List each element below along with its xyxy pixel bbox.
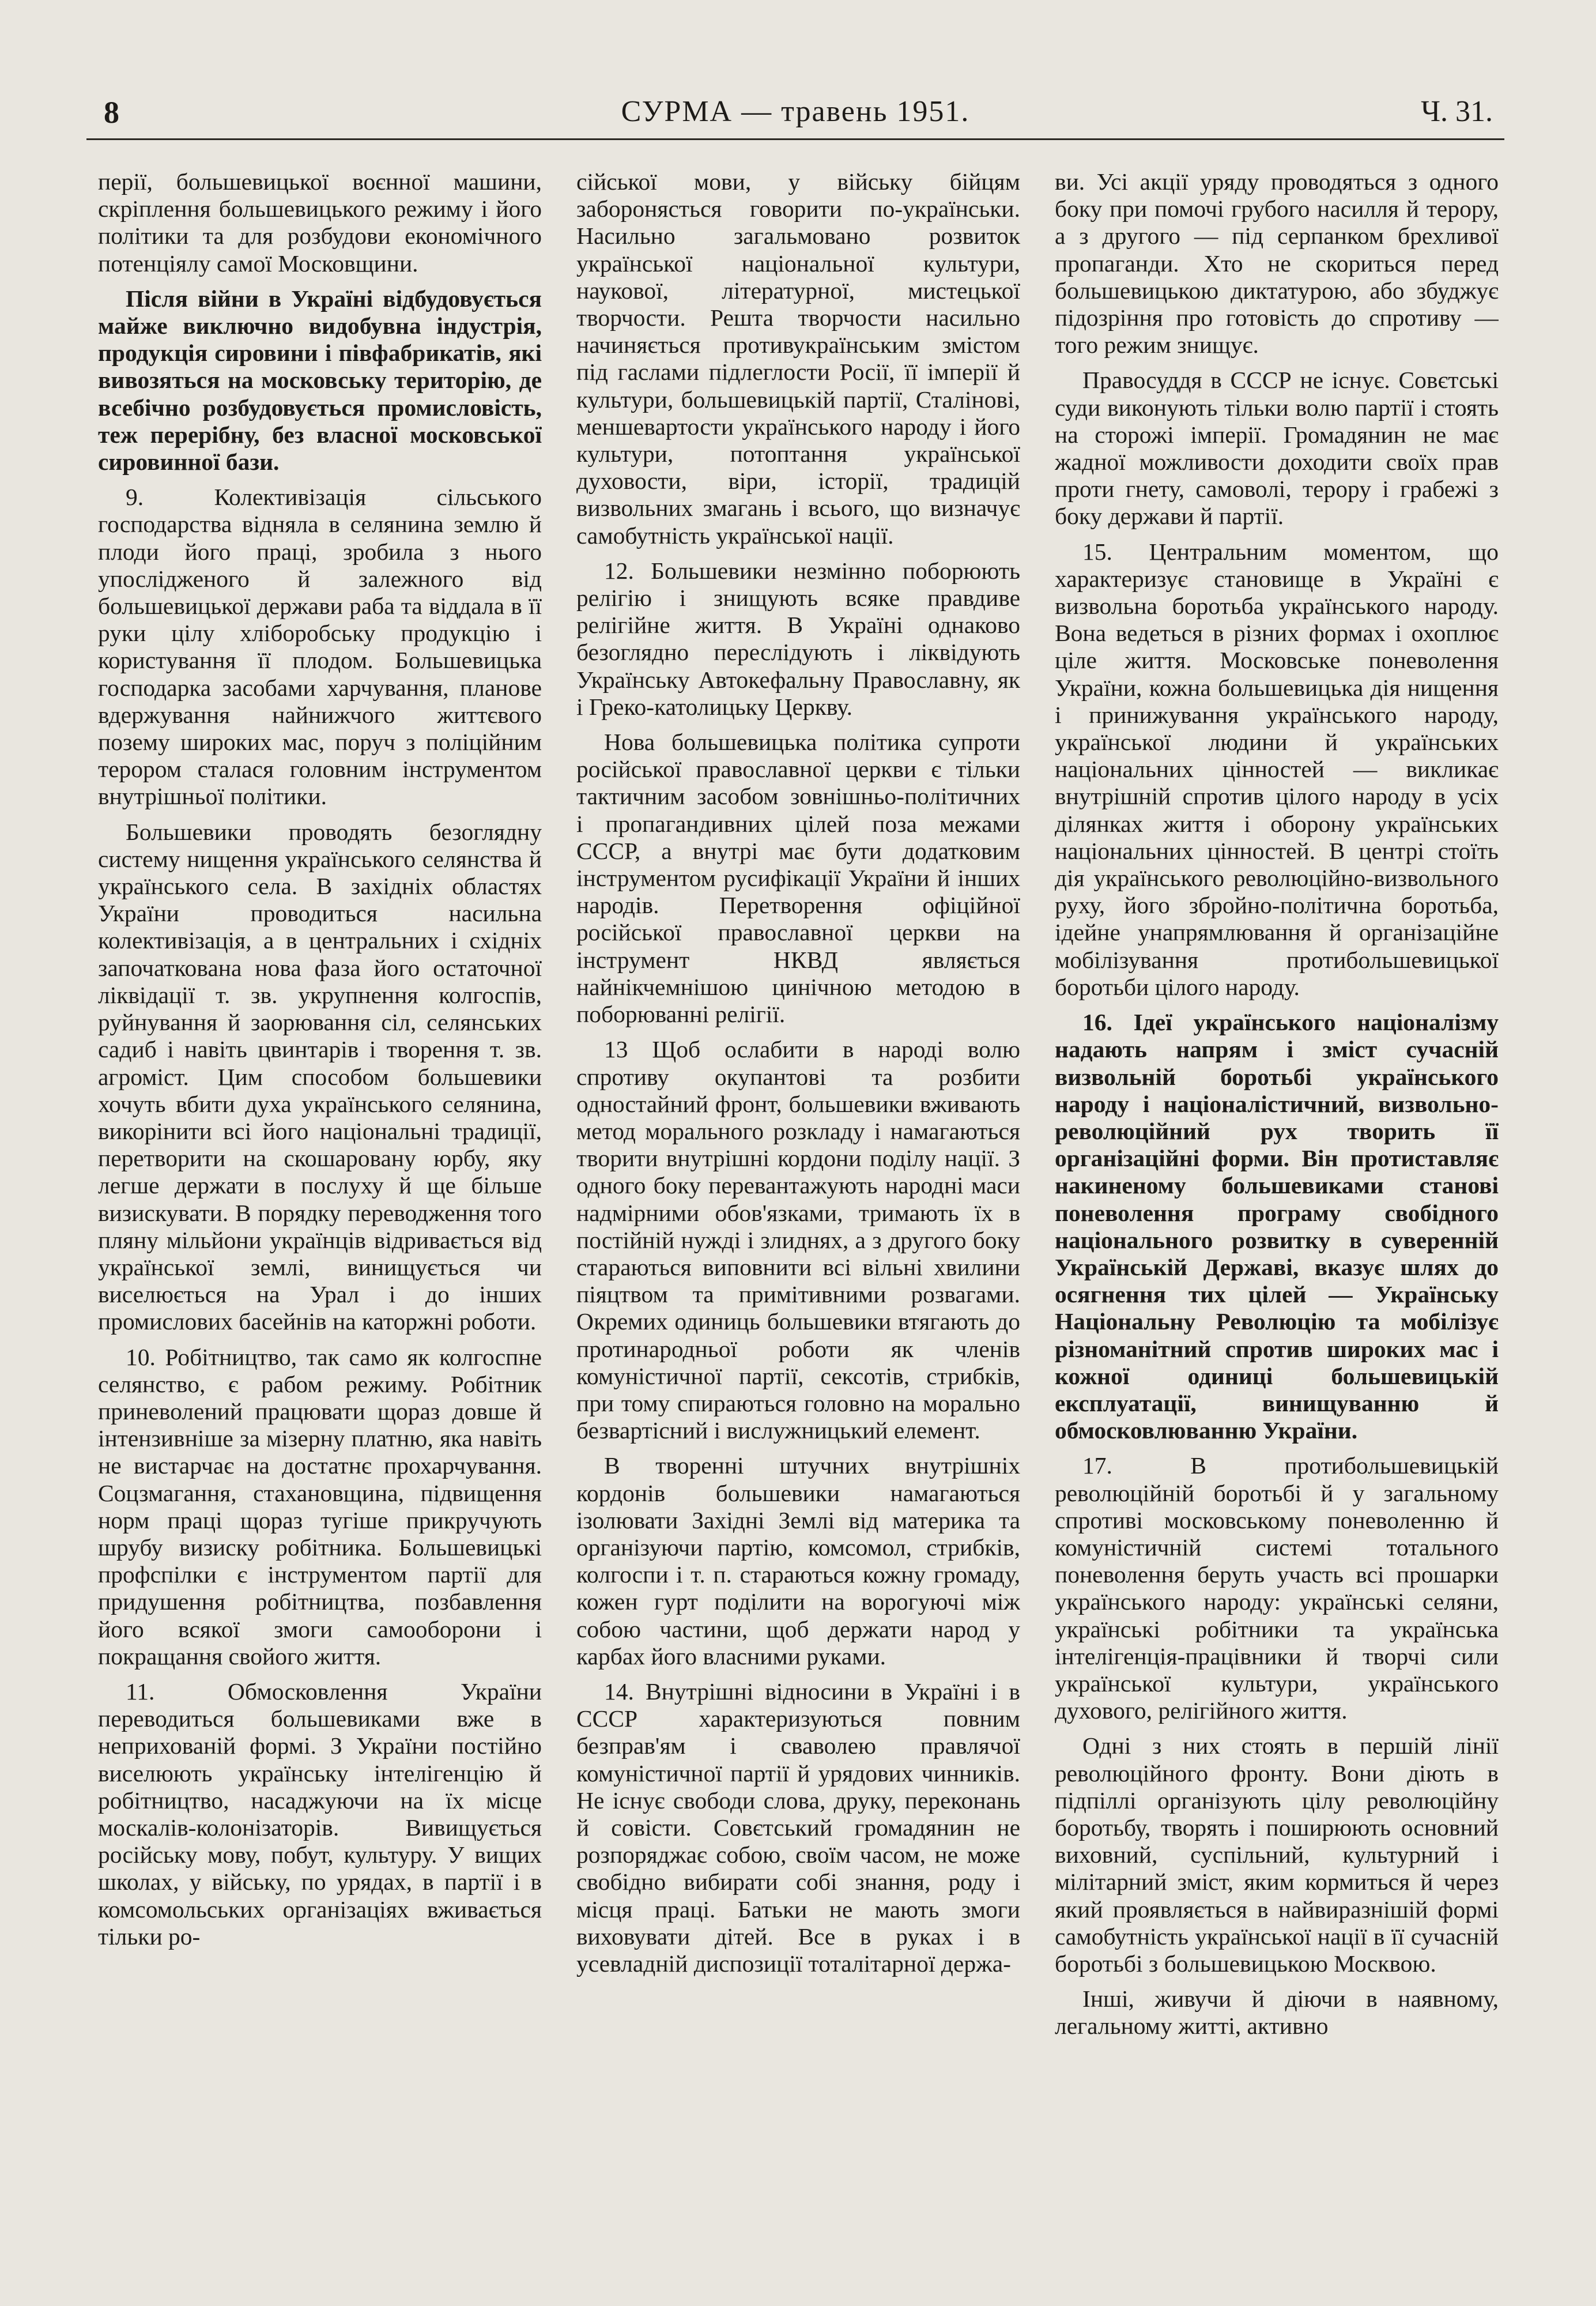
header-rule	[86, 138, 1504, 140]
column-1	[98, 168, 542, 2267]
paragraph: 17. В протибольшевицькій революційній боротьбі й у загальному спротиві московському поневоленню й комуністичній системі тотального поневолення беруть участь всі прошарки українського народу: українські селяни, українські робітники та українська інтелігенція-працівники й творчі сили української культури, українського духового, релігійного життя.	[1055, 1452, 1499, 1724]
paragraph: 13 Щоб ослабити в народі волю спротиву окупантові та розбити одностайний фронт, большевики вживають метод морального розкладу і намагаються творити внутрішні кордони поділу нації. З одного боку перевантажують народні маси надмірними обов'язками, тримають їх в постійній нужді і злиднях, а з другого боку стараються виповнити всі вільні хвилини піяцтвом та примітивними розвагами. Окремих одиниць большевики втягають до протинародньої роботи як членів комуністичної партії, сексотів, стрибків, при тому спираються головно на морально безвартісний і вислужницький елемент.	[576, 1036, 1020, 1444]
paragraph: Правосуддя в СССР не існує. Совєтські суди виконують тільки волю партії і стоять на сторожі імперії. Громадянин не має жадної можливости доходити своїх прав проти гнету, самоволі, терору і грабежі з боку держави й партії.	[1055, 367, 1499, 530]
paragraph: ви. Усі акції уряду проводяться з одного боку при помочі грубого насилля й терору, а з другого — під серпанком брехливої пропаганди. Хто не скориться перед большевицькою диктатурою, або збуджує підозріння про готовість до спротиву — того режим знищує.	[1055, 168, 1499, 359]
paragraph: 9. Колективізація сільського господарства відняла в селянина землю й плоди його праці, зробила з нього упослідженого й залежного від большевицької держави раба та віддала в її руки цілу хліборобську продукцію і користування її плодом. Большевицька господарка засобами харчування, планове вдержування найнижчого життєвого позему широких мас, поруч з поліційним терором сталася головним інструментом внутрішньої політики.	[98, 484, 542, 810]
paragraph: Нова большевицька політика супроти російської православної церкви є тільки тактичним засобом зовнішньо-політичних і пропагандивних цілей поза межами СССР, а внутрі має бути додатковим інструментом русифікації України й інших народів. Перетворення офіційної російської православної церкви на інструмент НКВД являється найнікчемнішою цинічною методою в поборюванні релігії.	[576, 729, 1020, 1028]
paragraph: сійської мови, у війську бійцям заборонясться говорити по-українськи. Насильно загальмовано розвиток української національної культури, наукової, літературної, мистецької творчости. Решта творчости насильно начиняється противукраїнським змістом під гаслами підлеглости Росії, її імперії й культури, большевицькій партії, Сталінові, меншевартости українського народу і його культури, потоптання української духовости, віри, історії, традицій визвольних змагань і всього, що визначує самобутність української нації.	[576, 168, 1020, 549]
paragraph: 11. Обмосковлення України переводиться большевиками вже в неприхованій формі. З України постійно виселюють українську інтелігенцію й робітництво, насаджуючи на їх місце москалів-колонізаторів. Вивищується російську мову, побут, культуру. У вищих школах, у війську, по урядах, в партії і в комсомольських організаціях вживається тільки ро-	[98, 1678, 542, 1950]
paragraph: 15. Центральним моментом, що характеризує становище в Україні є визвольна боротьба українського народу. Вона ведеться в різних формах і охоплює ціле життя. Московське поневолення України, кожна большевицька дія нищення і принижування українського народу, української людини й українських національних цінностей — викликає внутрішній спротив цілого народу в усіх ділянках життя і оборону українських національних цінностей. В центрі стоїть дія українського революційно-визвольного руху, його збройно-політична боротьба, ідейне унапрямлювання й організаційне мобілізування протибольшевицької боротьби цілого народу.	[1055, 538, 1499, 1000]
masthead-title: СУРМА — травень 1951.	[621, 95, 970, 128]
paragraph: Після війни в Україні відбудовується майже виключно видобувна індустрія, продукція сировини і півфабрикатів, які вивозяться на московську територію, де всебічно розбудовується промисловість, теж перерібну, без власної московської сировинної бази.	[98, 285, 542, 476]
paragraph: 16. Ідеї українського націоналізму надають напрям і зміст сучасній визвольній боротьбі українського народу і націоналістичний, визвольно-революційний рух творить її організаційні форми. Він протиставляє накиненому большевиками станові поневолення програму свобідного національного розвитку в суверенній Українській Державі, вказує шлях до осягнення тих цілей — Українську Національну Революцію та мобілізує різноманітний спротив широких мас і кожної одиниці большевицькій експлуатації, винищуванню й обмосковлюванню України.	[1055, 1009, 1499, 1444]
paragraph: 10. Робітництво, так само як колгоспне селянство, є рабом режиму. Робітник приневолений працювати щораз довше й інтензивніше за мізерну платню, яка навіть не вистарчає на достатнє прохарчування. Соцзмагання, стахановщина, підвищення норм праці щораз тугіше прикручують шрубу визиску робітника. Большевицькі профспілки є інструментом партії для придушення робітництва, позбавлення його всякої змоги самооборони і покращання свойого життя.	[98, 1343, 542, 1670]
paragraph: Одні з них стоять в першій лінії революційного фронту. Вони діють в підпіллі організують цілу революційну боротьбу, творять і поширюють основний виховний, суспільний, культурний і мілітарний зміст, яким кормиться й через який проявляється в найвиразнішій формі самобутність української нації в її сучасній боротьбі з большевицькою Москвою.	[1055, 1732, 1499, 1977]
paragraph: Большевики проводять безоглядну систему нищення українського селянства й українського села. В західніх областях України проводиться насильна колективізація, а в центральних і східніх започаткована нова фаза його остаточної ліквідації т. зв. укрупнення колгоспів, руйнування й заорювання сіл, селянських садиб і навіть цвинтарів і творення т. зв. агроміст. Цим способом большевики хочуть вбити духа українського селянина, викорінити всі його національні традиції, перетворити на скошаровану юрбу, яку легше держати в послуху й ще більше визискувати. В порядку переводження того пляну мільйони українців відривається від української землі, винищується чи виселюється на Урал і до інших промислових басейнів на каторжні роботи.	[98, 818, 542, 1335]
paragraph: В творенні штучних внутрішніх кордонів большевики намагаються ізолювати Західні Землі від материка та організуючи партію, комсомол, стрибків, колгоспи і т. п. стараються кожну громаду, кожен гурт поділити на ворогуючі між собою частини, щоб держати народ у карбах його власними руками.	[576, 1452, 1020, 1670]
page-number: 8	[104, 95, 119, 130]
issue-number: Ч. 31.	[1421, 95, 1493, 128]
column-3	[1055, 168, 1499, 2267]
column-2	[576, 168, 1020, 2267]
paragraph: 12. Большевики незмінно поборюють релігію і знищують всяке правдиве релігійне життя. В Україні однаково безоглядно переслідують і ліквідують Українську Автокефальну Православну, як і Греко-католицьку Церкву.	[576, 557, 1020, 720]
page-header	[86, 86, 1504, 138]
paragraph: Інші, живучи й діючи в наявному, легальному житті, активно	[1055, 1985, 1499, 2040]
paragraph: 14. Внутрішні відносини в Україні і в СССР характеризуються повним безправ'ям і сваволею правлячої комуністичної партії й урядових чинників. Не існує свободи слова, друку, переконань й совісти. Совєтський громадянин не розпоряджає собою, своїм часом, не може свобідно вибирати собі знання, роду і місця праці. Батьки не мають змоги виховувати дітей. Все в руках і в усевладній диспозиції тоталітарної держа-	[576, 1678, 1020, 1977]
paragraph: перії, большевицької воєнної машини, скріплення большевицького режиму і його політики та для розбудови економічного потенціялу самої Московщини.	[98, 168, 542, 277]
article-columns	[98, 168, 1499, 2267]
